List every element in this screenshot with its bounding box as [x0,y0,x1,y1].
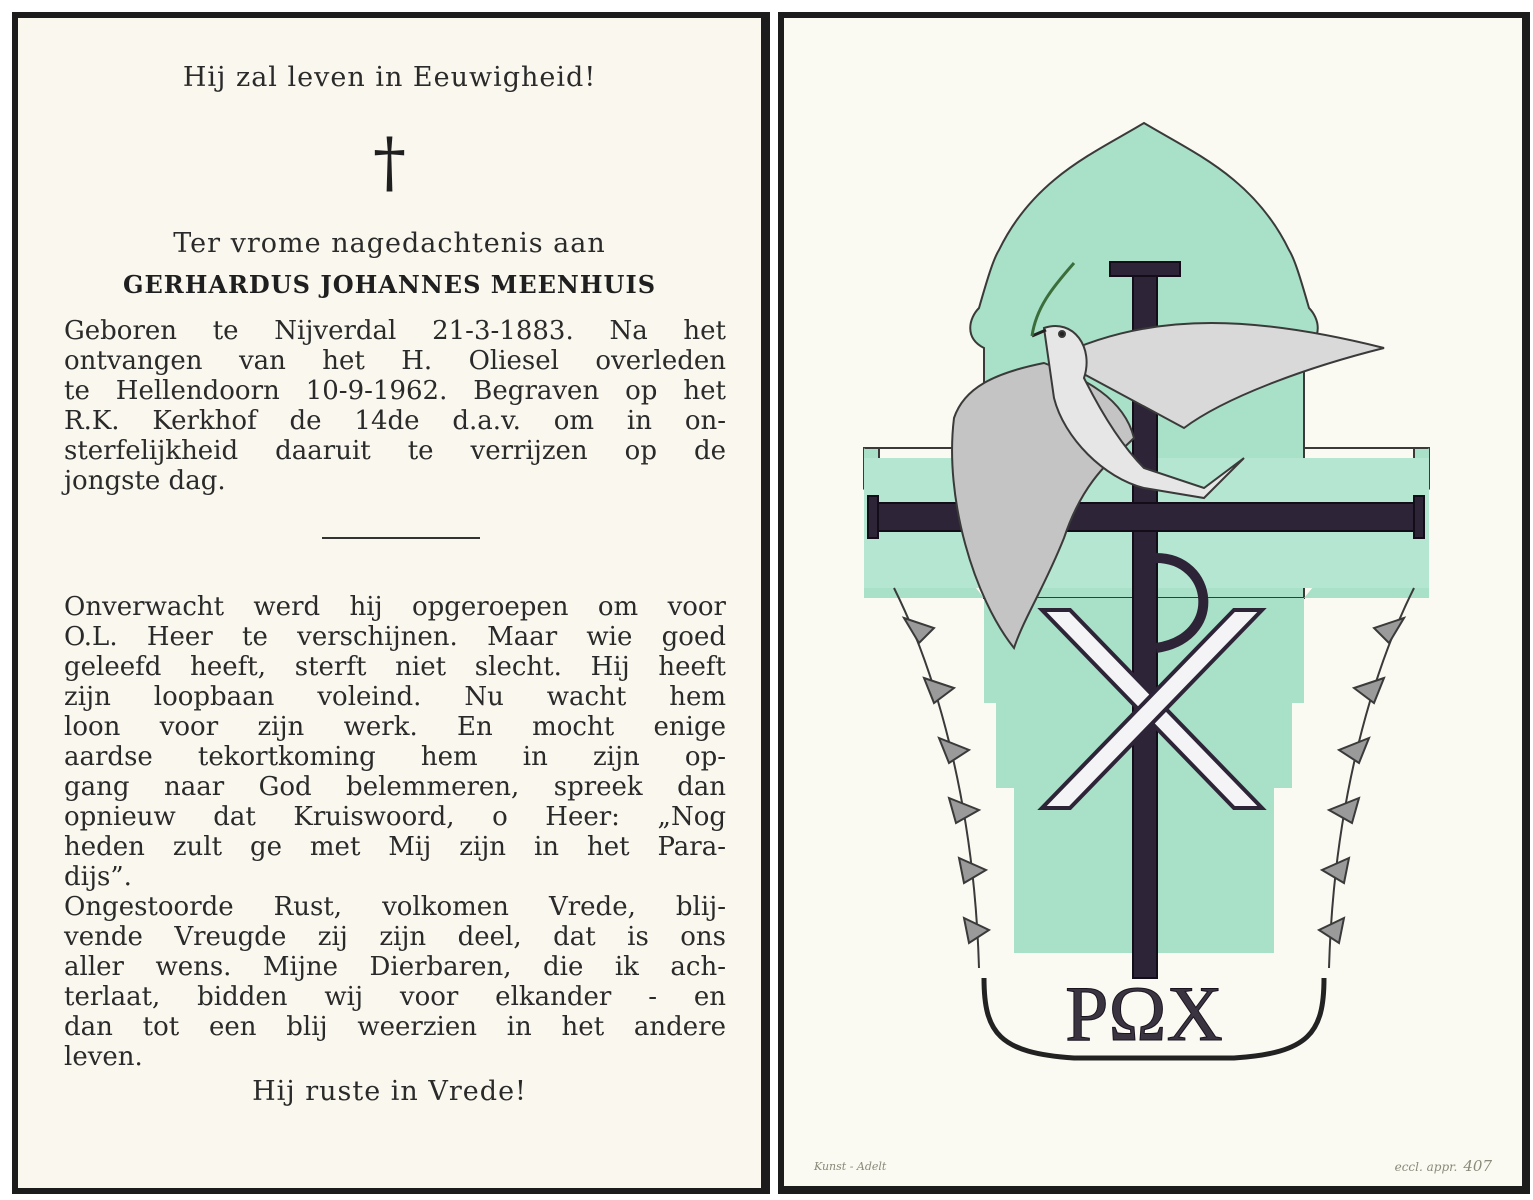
message-line: vende Vreugde zij zijn deel, dat is ons [64,922,726,952]
message-line: aardse tekortkoming hem in zijn op- [64,742,726,772]
message-line: dijs”. [64,862,132,892]
message-line: geleefd heeft, sterft niet slecht. Hij heeft [64,652,726,682]
approval-label: eccl. appr. [1394,1160,1458,1174]
biography-line: R.K. Kerkhof de 14de d.a.v. om in on- [64,406,726,436]
closing-line: Hij ruste in Vrede! [252,1076,527,1107]
memorial-card-text-side [12,12,770,1194]
approval-mark [1395,1157,1492,1175]
motto: Hij zal leven in Eeuwigheid! [182,62,597,93]
message-line: opnieuw dat Kruiswoord, o Heer: „Nog [64,802,726,832]
publisher-credit: Kunst - Adelt [814,1160,887,1173]
deceased-name: GERHARDUS JOHANNES MEENHUIS [122,270,657,299]
biography-paragraph [64,316,726,496]
approval-number: 407 [1463,1157,1492,1175]
biography-line: Geboren te Nijverdal 21-3-1883. Na het [64,316,726,346]
cross-icon: † [373,124,406,201]
biography-line: jongste dag. [64,466,226,496]
palm-branch-right [1319,588,1414,968]
message-line: dan tot een blij weerzien in het andere [64,1012,726,1042]
memorial-intro: Ter vrome nagedachtenis aan [173,228,606,259]
palm-branch-left [894,588,989,968]
divider [322,537,480,539]
biography-line: ontvangen van het H. Oliesel overleden [64,346,726,376]
message-line: O.L. Heer te verschijnen. Maar wie goed [64,622,726,652]
memorial-card-image-side [778,12,1530,1194]
message-line: aller wens. Mijne Dierbaren, die ik ach- [64,952,726,982]
message-line: loon voor zijn werk. En mocht enige [64,712,726,742]
memorial-message [64,592,726,1072]
message-line: Onverwacht werd hij opgeroepen om voor [64,592,726,622]
biography-line: sterfelijkheid daaruit te verrijzen op de [64,436,726,466]
message-line: leven. [64,1042,143,1072]
message-line: Ongestoorde Rust, volkomen Vrede, blij- [64,892,726,922]
pax-text: PΩX [1065,970,1223,1057]
biography-line: te Hellendoorn 10-9-1962. Begraven op het [64,376,726,406]
message-line: zijn loopbaan voleind. Nu wacht hem [64,682,726,712]
message-line: heden zult ge met Mij zijn in het Para- [64,832,726,862]
message-line: gang naar God belemmeren, spreek dan [64,772,726,802]
message-line: terlaat, bidden wij voor elkander - en [64,982,726,1012]
pax-emblem-illustration [784,18,1522,1186]
